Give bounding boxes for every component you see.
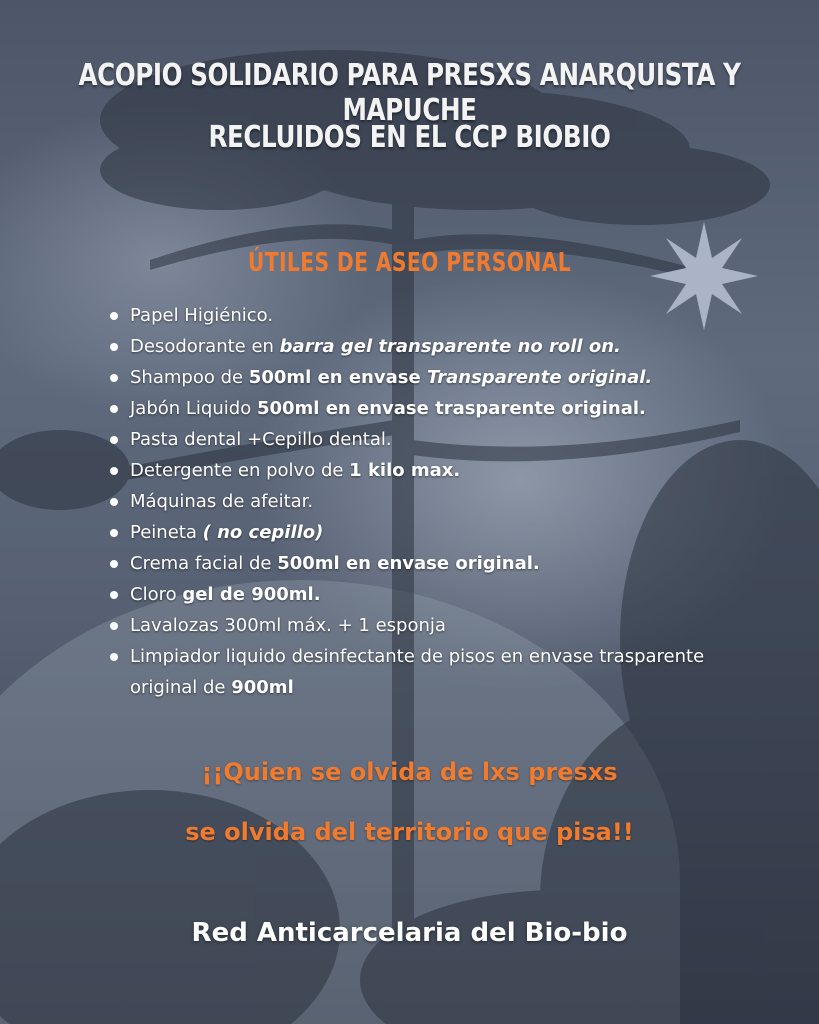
list-item: Detergente en polvo de 1 kilo max. <box>108 455 748 486</box>
list-item: Papel Higiénico. <box>108 300 748 331</box>
signature: Red Anticarcelaria del Bio-bio <box>191 918 628 948</box>
list-item: Máquinas de afeitar. <box>108 486 748 517</box>
list-item: Crema facial de 500ml en envase original. <box>108 548 748 579</box>
page-title-line1: ACOPIO SOLIDARIO PARA PRESXS ANARQUISTA Y MAPUCHE <box>78 58 741 128</box>
slogan-line2: se olvida del territorio que pisa!! <box>185 818 634 846</box>
slogan-line1: ¡¡Quien se olvida de lxs presxs <box>201 758 618 786</box>
list-item: Lavalozas 300ml máx. + 1 esponja <box>108 610 748 641</box>
list-item: Limpiador liquido desinfectante de pisos en envase trasparente original de 900ml <box>108 641 730 703</box>
section-title: ÚTILES DE ASEO PERSONAL <box>247 248 572 278</box>
list-item: Pasta dental +Cepillo dental. <box>108 424 748 455</box>
list-item: Jabón Liquido 500ml en envase trasparente original. <box>108 393 748 424</box>
supplies-list <box>108 300 748 703</box>
list-item: Cloro gel de 900ml. <box>108 579 748 610</box>
page-title-line2: RECLUIDOS EN EL CCP BIOBIO <box>208 120 611 155</box>
list-item: Desodorante en barra gel transparente no roll on. <box>108 331 748 362</box>
list-item: Shampoo de 500ml en envase Transparente original. <box>108 362 748 393</box>
list-item: Peineta ( no cepillo) <box>108 517 748 548</box>
